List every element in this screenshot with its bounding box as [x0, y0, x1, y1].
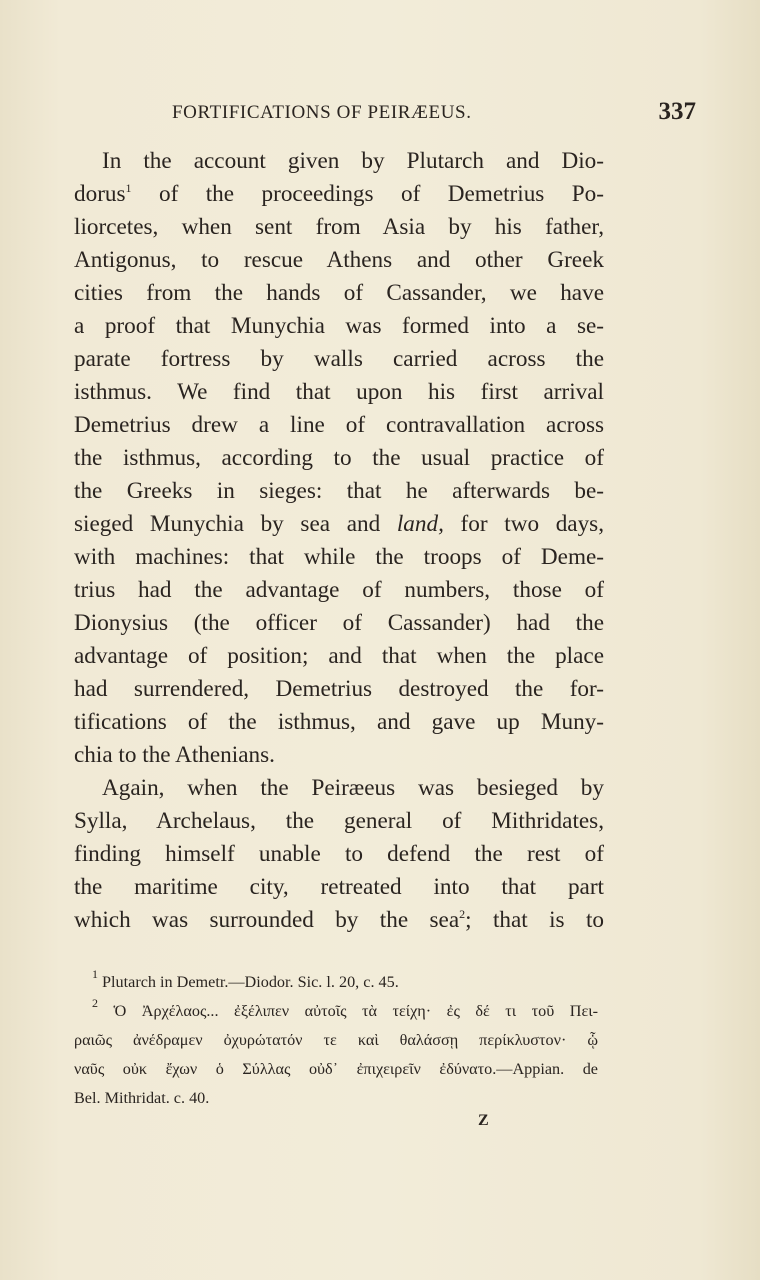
- text-line: finding himself unable to defend the rest of: [74, 841, 604, 867]
- text-line: In the account given by Plutarch and Dio-: [102, 148, 604, 174]
- text-line: cities from the hands of Cassander, we have: [74, 280, 604, 306]
- footnote-2: [74, 997, 598, 1026]
- text-segment: which was surrounded by the sea: [74, 907, 460, 933]
- text-line: isthmus. We find that upon his first arrival: [74, 379, 604, 405]
- text-line: [74, 904, 604, 937]
- text-segment: sieged Munychia by sea and: [74, 511, 397, 537]
- text-line: Again, when the Peiræeus was besieged by: [102, 775, 604, 801]
- footnote-2-line: ραιῶς ἀνέδραμεν ὀχυρώτατόν τε καὶ θαλάσσῃ περίκλυστον· ᾧ: [74, 1031, 598, 1049]
- running-head: [74, 98, 702, 132]
- text-line: Dionysius (the officer of Cassander) had the: [74, 610, 604, 636]
- footnote-mark: 1: [92, 967, 98, 981]
- text-segment: dorus: [74, 181, 126, 207]
- footnote-mark: 2: [92, 996, 98, 1010]
- text-line: Sylla, Archelaus, the general of Mithridates,: [74, 808, 604, 834]
- text-segment: for two days,: [443, 511, 605, 537]
- text-line: had surrendered, Demetrius destroyed the for-: [74, 676, 604, 702]
- italic-word: land,: [396, 511, 444, 537]
- text-segment: of the proceedings of Demetrius Po-: [131, 181, 604, 207]
- footnotes: [74, 968, 598, 1113]
- footnote-1: [74, 968, 598, 997]
- footnote-mark: 1: [125, 181, 132, 195]
- footnote-2-line: Bel. Mithridat. c. 40.: [74, 1089, 210, 1107]
- signature-mark: Z: [478, 1112, 489, 1129]
- text-line: chia to the Athenians.: [74, 742, 275, 768]
- running-title: FORTIFICATIONS OF PEIRÆEUS.: [172, 102, 472, 123]
- text-line: tifications of the isthmus, and gave up Muny-: [74, 709, 604, 735]
- text-line: [74, 508, 604, 541]
- body-text: [74, 145, 604, 937]
- footnote-text: Plutarch in Demetr.—Diodor. Sic. l. 20, c. 45.: [102, 973, 399, 991]
- footnote-text: Ὁ Ἀρχέλαος... ἐξέλιπεν αὐτοῖς τὰ τείχη· ἐς δέ τι τοῦ Πει-: [113, 1002, 598, 1020]
- text-line: the Greeks in sieges: that he afterwards be-: [74, 478, 604, 504]
- footnote-mark: 2: [459, 907, 466, 921]
- text-line: advantage of position; and that when the place: [74, 643, 604, 669]
- text-line: trius had the advantage of numbers, those of: [74, 577, 604, 603]
- page-number: 337: [658, 98, 696, 125]
- text-line: Demetrius drew a line of contravallation across: [74, 412, 604, 438]
- text-line: with machines: that while the troops of Deme-: [74, 544, 604, 570]
- text-line: [74, 178, 604, 211]
- text-line: Antigonus, to rescue Athens and other Greek: [74, 247, 604, 273]
- text-line: liorcetes, when sent from Asia by his father,: [74, 214, 604, 240]
- text-segment: ; that is to: [465, 907, 605, 933]
- text-line: parate fortress by walls carried across the: [74, 346, 604, 372]
- text-line: a proof that Munychia was formed into a se-: [74, 313, 604, 339]
- text-line: the maritime city, retreated into that part: [74, 874, 604, 900]
- text-line: the isthmus, according to the usual practice of: [74, 445, 604, 471]
- footnote-2-line: ναῦς οὐκ ἔχων ὁ Σύλλας οὐδ᾽ ἐπιχειρεῖν ἐδύνατο.—Appian. de: [74, 1060, 598, 1078]
